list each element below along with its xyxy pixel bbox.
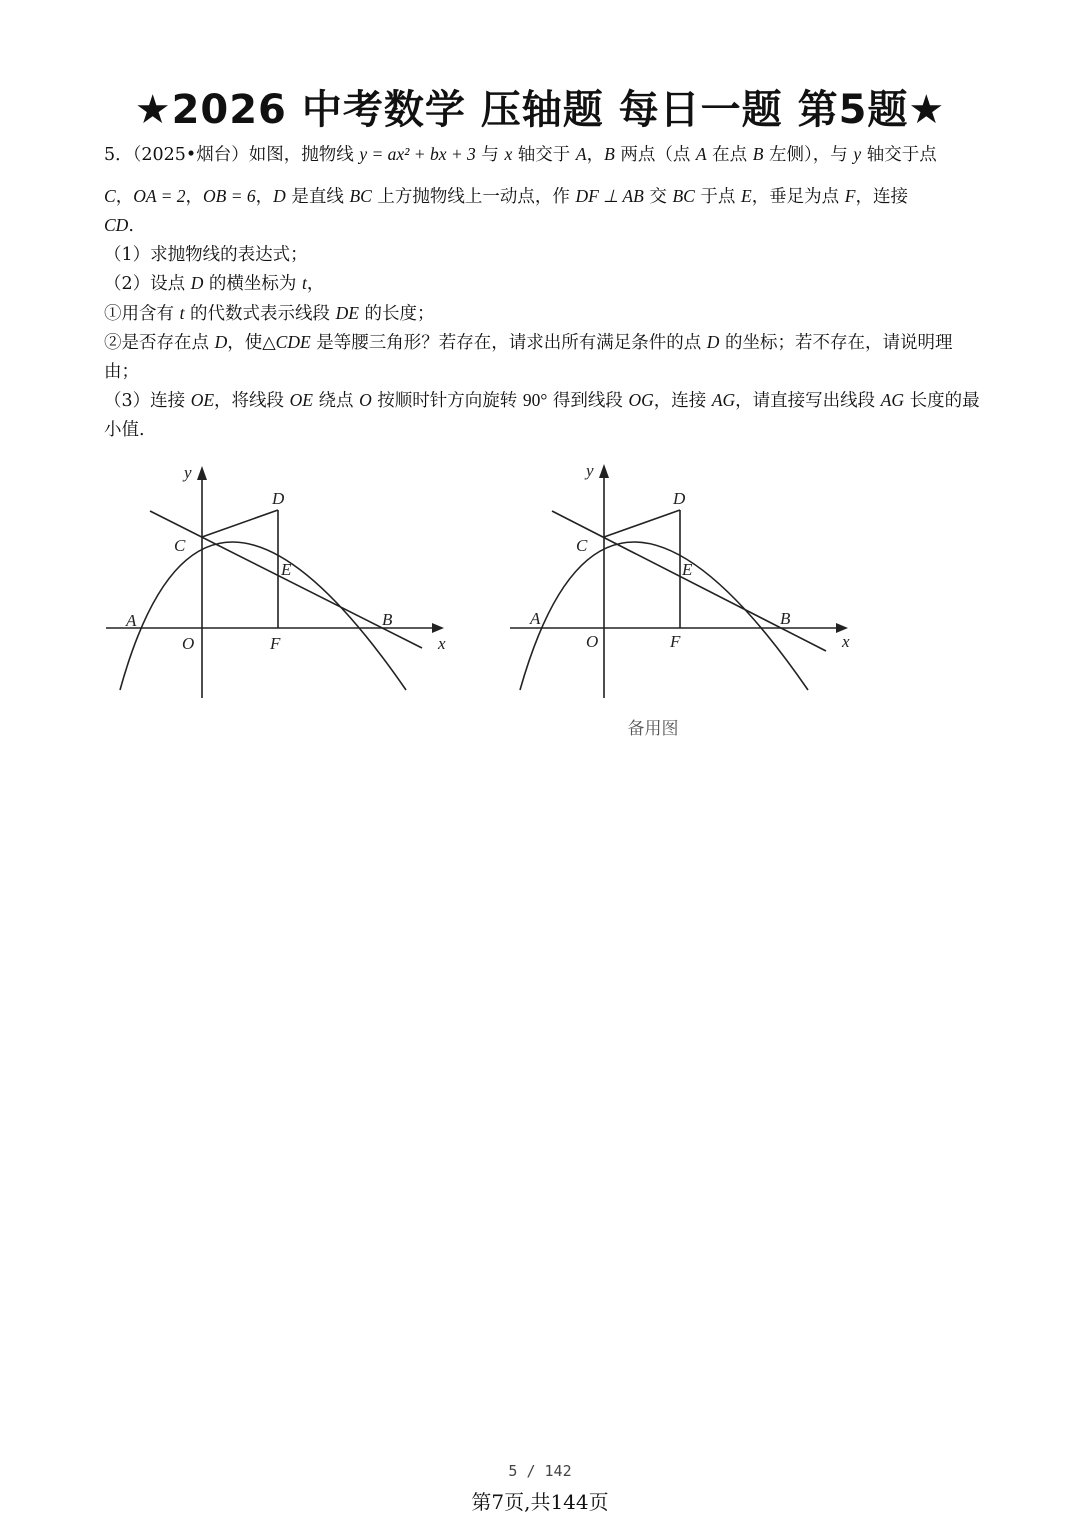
label-y: y <box>586 461 594 480</box>
label-b: B <box>780 609 791 628</box>
page-indicator: 5 / 142 <box>508 1462 572 1480</box>
label-d: D <box>272 489 285 508</box>
label-e: E <box>281 560 292 579</box>
x-axis-arrow <box>432 623 444 633</box>
label-f: F <box>670 632 681 651</box>
label-c: C <box>174 536 186 555</box>
label-e: E <box>682 560 693 579</box>
label-x: x <box>438 634 446 653</box>
question-2-part-2: ②是否存在点 D，使△CDE 是等腰三角形？若存在，请求出所有满足条件的点 D 的坐标；若不存在，请说明理由； <box>104 332 953 382</box>
problem-line-2: C，OA = 2，OB = 6，D 是直线 BC 上方抛物线上一动点，作 DF ⊥ AB 交 BC 于点 E，垂足为点 F，连接 <box>104 185 908 207</box>
label-o: O <box>586 632 599 651</box>
segment-cd <box>202 510 278 537</box>
segment-cd <box>604 510 680 537</box>
parabola-diagram <box>104 458 454 703</box>
y-axis-arrow <box>599 464 609 478</box>
figure-caption: 备用图 <box>627 719 679 739</box>
label-o: O <box>182 634 195 653</box>
label-f: F <box>270 634 281 653</box>
page-total: 第7页,共144页 <box>471 1490 609 1514</box>
question-1: （1）求抛物线的表达式； <box>104 244 308 265</box>
page-title: ★2026 中考数学 压轴题 每日一题 第5题★ <box>134 87 946 133</box>
parabola-curve <box>120 542 406 690</box>
problem-line-1: 5．（2025•烟台）如图，抛物线 y = ax² + bx + 3 与 x 轴交于 A，B 两点（点 A 在点 B 左侧），与 y 轴交于点 <box>104 144 937 165</box>
label-b: B <box>382 610 393 629</box>
figure-main <box>104 458 454 738</box>
parabola-diagram-backup <box>508 458 858 703</box>
label-c: C <box>576 536 588 555</box>
label-x: x <box>842 632 850 651</box>
label-a: A <box>530 609 541 628</box>
label-a: A <box>126 611 137 630</box>
label-d: D <box>673 489 686 508</box>
label-y: y <box>184 463 192 482</box>
y-axis-arrow <box>197 466 207 480</box>
parabola-curve <box>520 542 808 690</box>
problem-line-3: CD. <box>104 215 134 236</box>
line-bc <box>552 511 826 651</box>
problem-text <box>104 140 980 444</box>
figure-backup <box>508 458 858 738</box>
question-3: （3）连接 OE，将线段 OE 绕点 O 按顺时针方向旋转 90° 得到线段 OG，连接 AG，请直接写出线段 AG 长度的最小值. <box>104 390 980 440</box>
question-2-part-1: ①用含有 t 的代数式表示线段 DE 的长度； <box>104 302 435 324</box>
question-2: （2）设点 D 的横坐标为 t， <box>104 273 325 294</box>
